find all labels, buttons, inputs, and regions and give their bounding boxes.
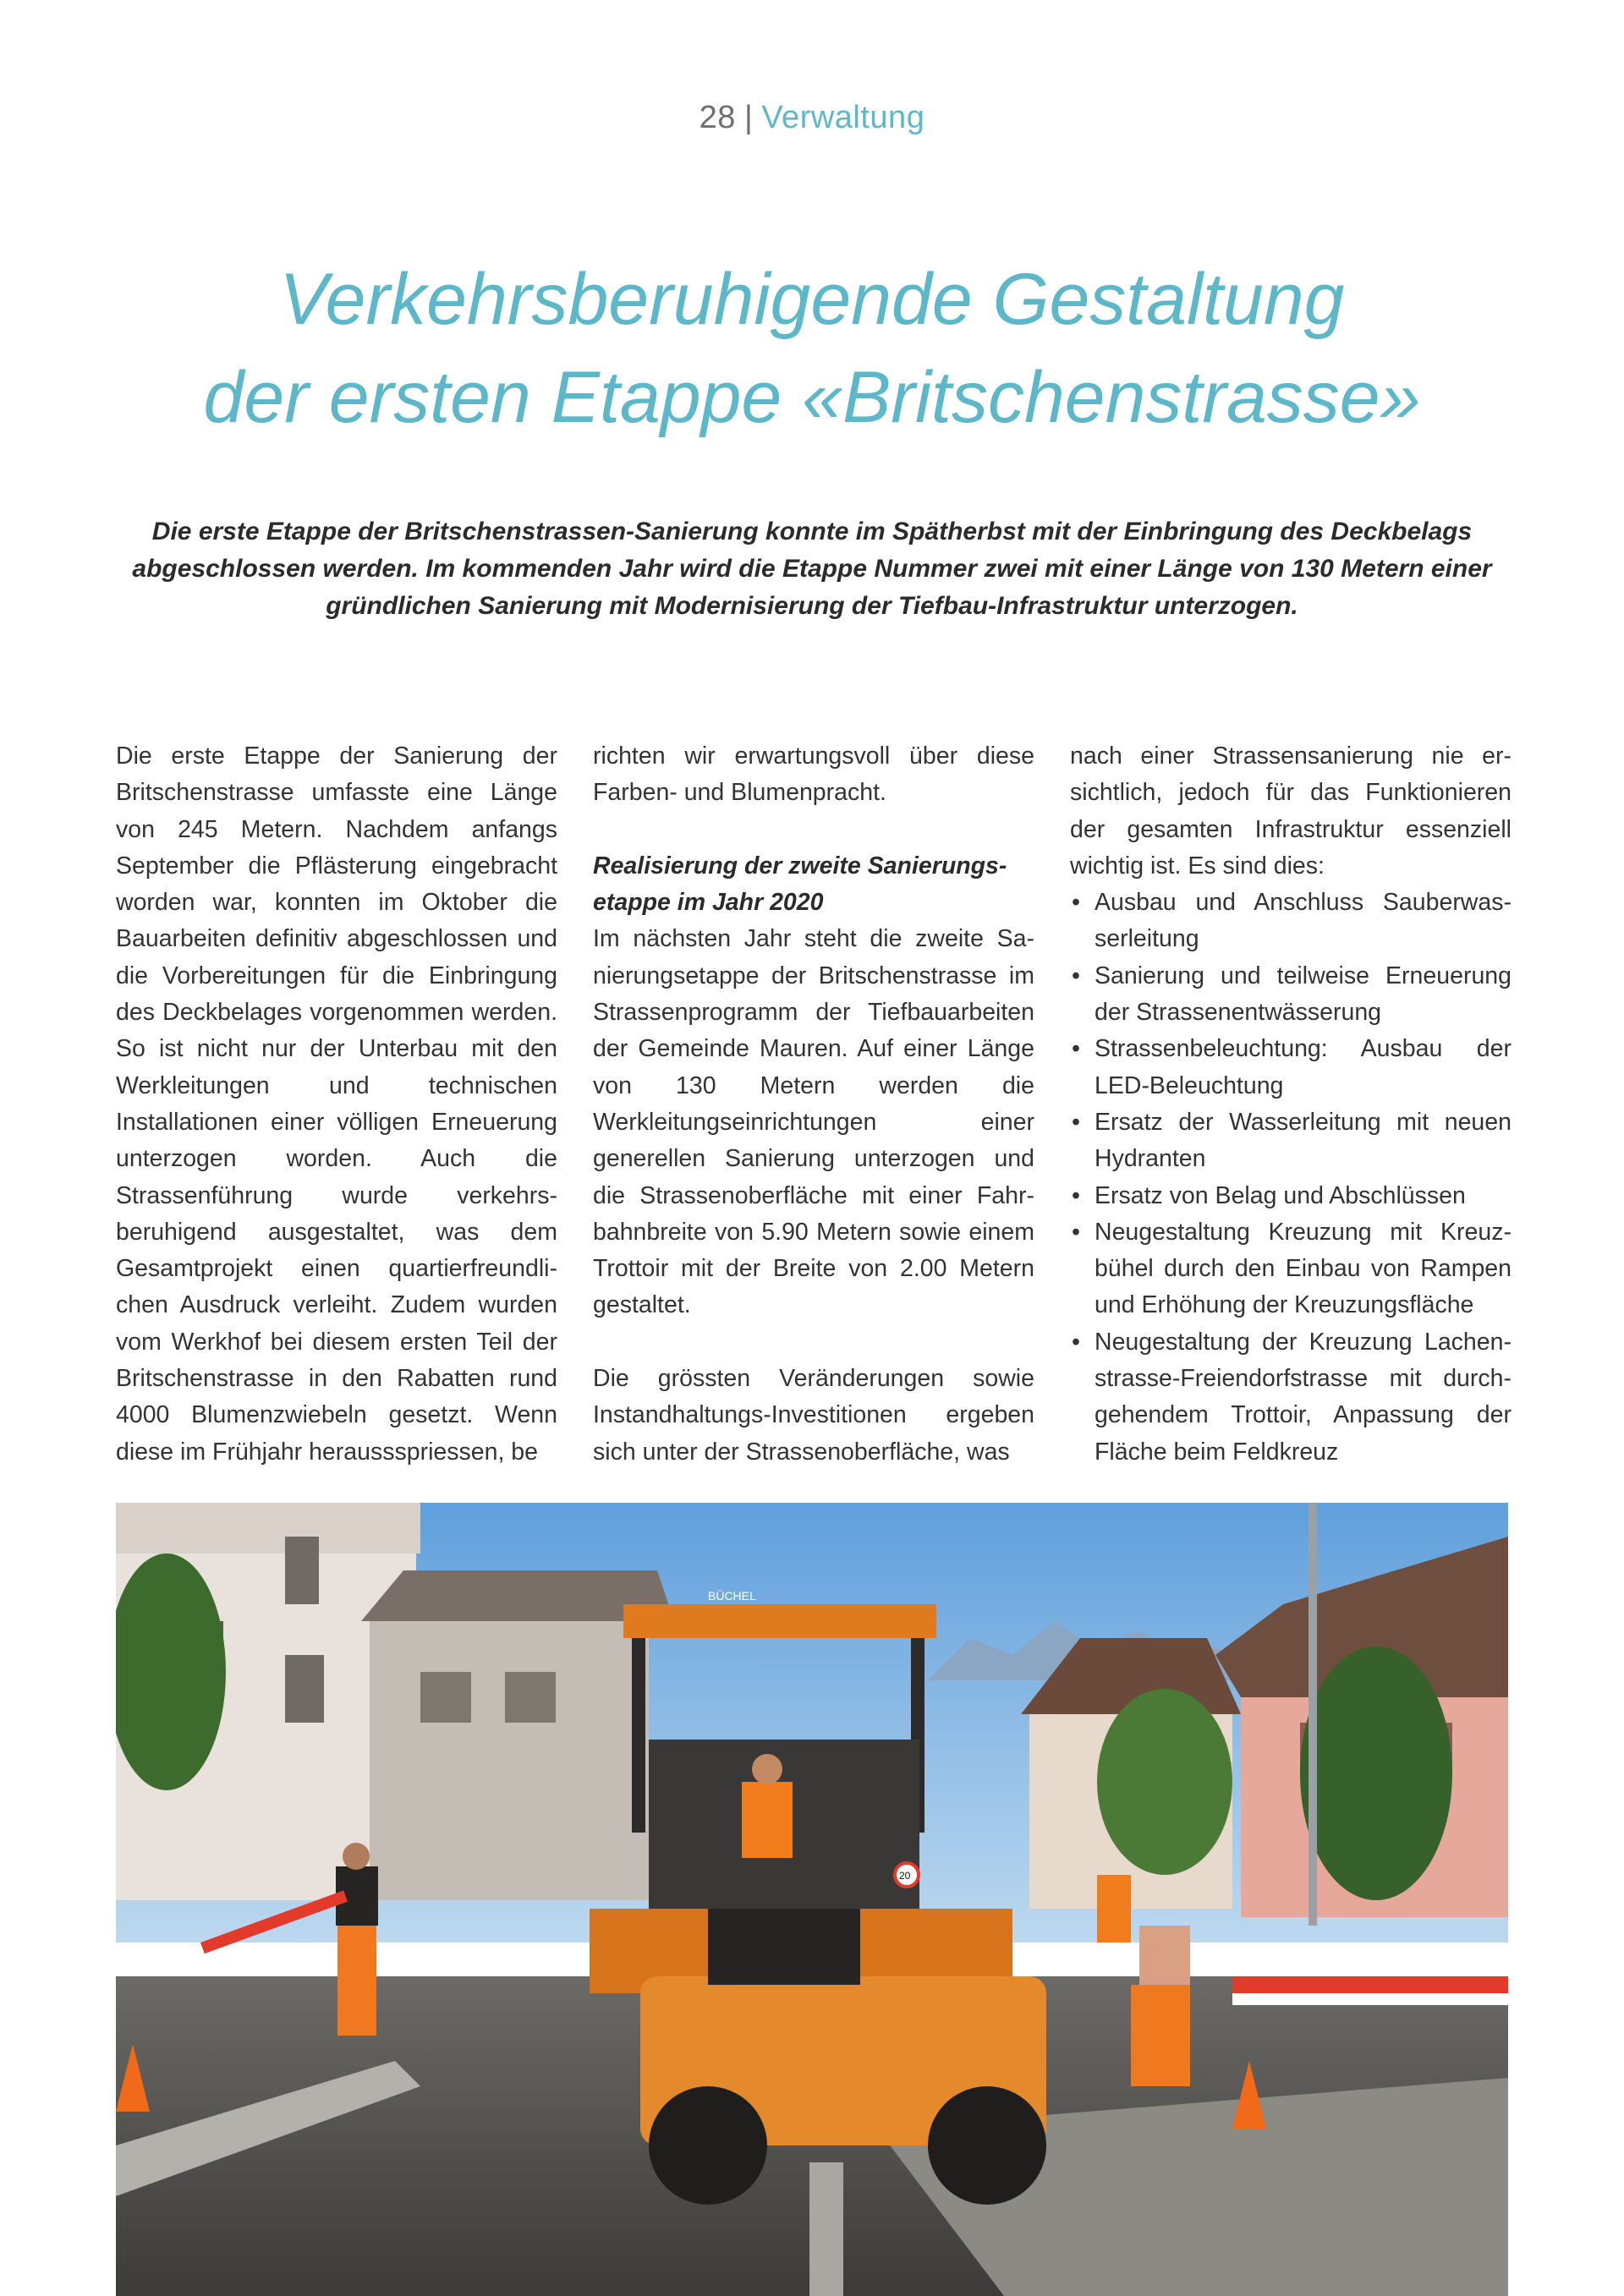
list-item: • Sanierung und teilweise Erneuerung der Strassenentwässerung [1070, 958, 1512, 1032]
list-item: • Neugestaltung der Kreuzung Lachenstrasse-Freiendorfstrasse mit durchgehendem Trottoir, Anpassung der Fläche beim Feldkreuz [1070, 1324, 1512, 1471]
construction-photo [116, 1503, 1508, 2296]
title-line-2: der ersten Etappe «Britschenstrasse» [203, 357, 1421, 438]
brand-label: BÜCHEL [708, 1589, 756, 1603]
list-item: • Ersatz der Wasserleitung mit neuen Hydranten [1070, 1104, 1512, 1178]
text-column-2 [593, 738, 1034, 1471]
worker-right [1139, 1926, 1190, 1985]
section-name: Verwaltung [761, 100, 925, 135]
column2-paragraph-2: Im nächsten Jahr steht die zweite Sanierungsetappe der Britschenstrasse im Strassenprogramm der Tiefbauarbeiten der Gemeinde Mauren. Auf einer Länge von 130 Metern werden die Werkleitungseinrichtungen einer generellen Sanierung unterzogen und die Strassenoberfläche mit einer Fahrbahnbreite von 5.90 Metern sowie einem Trottoir mit der Breite von 2.00 Metern gestaltet. [593, 925, 1034, 1319]
measures-list [1070, 885, 1512, 1471]
article-title [0, 250, 1624, 447]
tree-right [1300, 1647, 1452, 1900]
speed-sign-label: 20 [899, 1870, 911, 1882]
list-item: • Strassenbeleuchtung: Ausbau der LED-Beleuchtung [1070, 1031, 1512, 1104]
lead-paragraph: Die erste Etappe der Britschenstrassen-Sanierung konnte im Spätherbst mit der Einbringung des Deckbelags abgeschlossen werden. Im kommenden Jahr wird die Etappe Nummer zwei mit einer Länge von 130 Metern einer gründlichen Sanierung mit Modernisierung der Tiefbau-Infrastruktur unterzogen. [132, 518, 1492, 620]
page-header [0, 100, 1624, 136]
list-item: • Ausbau und Anschluss Sauberwasserleitung [1070, 885, 1512, 958]
worker-orange-shirt [742, 1782, 793, 1858]
subheading: Realisierung der zweite Sanierungsetappe im Jahr 2020 [593, 852, 1007, 917]
title-line-1: Verkehrsberuhigende Gestaltung [279, 259, 1345, 340]
text-column-1 [116, 738, 557, 1471]
column2-paragraph-3: Die grössten Veränderungen sowie Instandhaltungs-Investitionen ergeben sich unter der Strassenoberfläche, was [593, 1365, 1034, 1466]
paver-roof [623, 1604, 936, 1638]
page-number: 28 [699, 100, 736, 135]
column2-paragraph-1: richten wir erwartungsvoll über diese Farben- und Blumenpracht. [593, 743, 1034, 807]
construction-photo-illustration [116, 1503, 1508, 2296]
header-separator: | [743, 100, 754, 135]
column1-paragraph: Die erste Etappe der Sanierung der Britschenstrasse umfasste eine Länge von 245 Metern. Nachdem anfangs September die Pflästerung eingebracht worden war, konnten im Oktober die Bauarbeiten definitiv abgeschlossen und die Vorbereitungen für die Einbringung des Deckbelages vorgenommen werden. So ist nicht nur der Unterbau mit den Werkleitungen und technischen Installationen einer völligen Erneuerung unterzogen worden. Auch die Strassenführung wurde verkehrsberuhigend ausgestaltet, was dem Gesamtprojekt einen quartierfreundlichen Ausdruck verleiht. Zudem wurden vom Werkhof bei diesem ersten Teil der Britschenstrasse in den Rabatten rund 4000 Blumenzwiebeln gesetzt. Wenn diese im Frühjahr heraussspriessen, be [116, 743, 557, 1466]
barrier [1232, 1976, 1508, 1993]
list-item: • Neugestaltung Kreuzung mit Kreuzbühel durch den Einbau von Rampen und Erhöhung der Kreuzungsfläche [1070, 1214, 1512, 1324]
text-column-3 [1070, 738, 1512, 1471]
column3-paragraph: nach einer Strassensanierung nie ersichtlich, jedoch für das Funktionieren der gesamten Infrastruktur essenziell wichtig ist. Es sind dies: [1070, 743, 1512, 879]
roller-wheel [649, 2086, 767, 2205]
list-item: • Ersatz von Belag und Abschlüssen [1070, 1178, 1512, 1214]
